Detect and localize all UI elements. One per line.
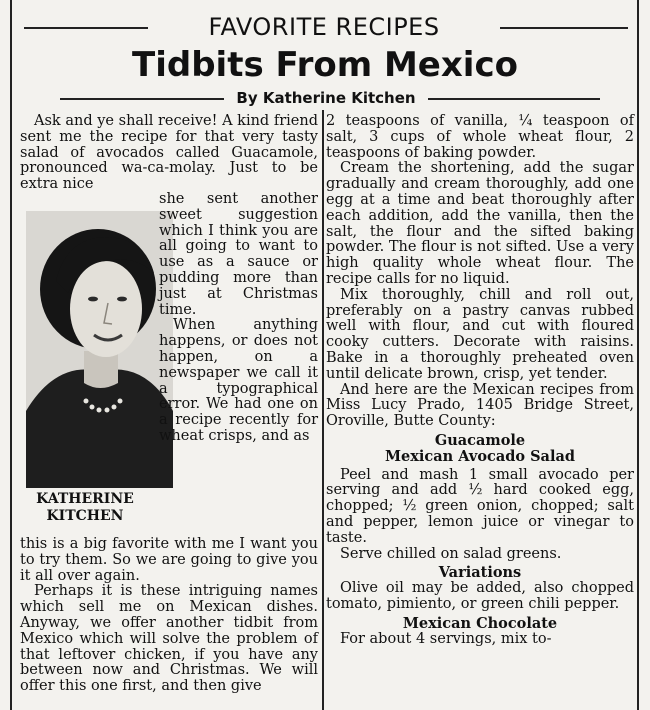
subhead-mexican-avocado-salad: Mexican Avocado Salad bbox=[385, 447, 575, 465]
left-column-bottom bbox=[20, 537, 318, 695]
right-column bbox=[326, 114, 634, 647]
wrap-paragraph-2: When anything happens, or does not happen, on a newspaper we call it a typographical error. We had one on a recipe recently for wheat crisps, and as bbox=[159, 317, 318, 444]
subhead-guacamole: Guacamole bbox=[434, 431, 526, 449]
column-divider bbox=[322, 110, 324, 710]
right-paragraph-3: Mix thoroughly, chill and roll out, preferably on a pastry canvas rubbed well with flour, and cut with floured cooky cutters. Decorate with raisins. Bake in a thoroughly preheated oven until delicate brown, crisp, yet tender. bbox=[326, 286, 634, 382]
left-column-wrap-text bbox=[159, 192, 318, 445]
subhead-mexican-chocolate: Mexican Chocolate bbox=[402, 614, 558, 632]
left-border-rule bbox=[10, 0, 12, 710]
caption-line-2: KITCHEN bbox=[46, 508, 124, 524]
left-column-intro bbox=[20, 114, 318, 193]
right-border-rule bbox=[637, 0, 639, 710]
section-kicker: FAVORITE RECIPES bbox=[208, 13, 440, 41]
right-paragraph-8: For about 4 servings, mix to- bbox=[340, 630, 552, 647]
portrait-image bbox=[26, 211, 173, 488]
subhead-variations: Variations bbox=[438, 564, 522, 582]
bottom-paragraph-2: Perhaps it is these intriguing names which sell me on Mexican dishes. Anyway, we offer another tidbit from Mexico which will solve the problem of that leftover chicken, if you have any between now and Christmas. We will offer this one first, and then give bbox=[20, 583, 318, 695]
article-headline: Tidbits From Mexico bbox=[132, 45, 518, 85]
kicker-rule-right bbox=[500, 27, 628, 29]
right-paragraph-7: Olive oil may be added, also chopped tomato, pimiento, or green chili pepper. bbox=[326, 580, 634, 612]
photo-caption bbox=[26, 491, 144, 525]
right-paragraph-6: Serve chilled on salad greens. bbox=[340, 545, 562, 562]
intro-paragraph: Ask and ye shall receive! A kind friend sent me the recipe for that very tasty salad of avocados called Guacamole, pronounced wa-ca-molay. Just to be extra nice bbox=[20, 113, 318, 193]
right-paragraph-5: Peel and mash 1 small avocado per serving and add ½ hard cooked egg, chopped; ½ green onion, chopped; salt and pepper, lemon juice or vinegar to taste. bbox=[326, 466, 634, 546]
right-paragraph-1: 2 teaspoons of vanilla, ¼ teaspoon of salt, 3 cups of whole wheat flour, 2 teaspoons of baking powder. bbox=[326, 113, 634, 161]
caption-line-1: KATHERINE bbox=[36, 491, 134, 507]
right-paragraph-2: Cream the shortening, add the sugar gradually and cream thoroughly, add one egg at a time and beat thoroughly after each addition, add the vanilla, then the salt, the flour and the sifted baking powder. The flour is not sifted. Use a very high quality whole wheat flour. The recipe calls for no liquid. bbox=[326, 160, 634, 287]
bottom-paragraph-1: this is a big favorite with me I want you to try them. So we are going to give you it all over again. bbox=[20, 536, 318, 584]
right-paragraph-4: And here are the Mexican recipes from Miss Lucy Prado, 1405 Bridge Street, Oroville, Butte County: bbox=[326, 381, 634, 430]
kicker-rule-left bbox=[24, 27, 148, 29]
byline-rule-left bbox=[60, 98, 224, 100]
wrap-paragraph-1: she sent another sweet suggestion which I think you are all going to want to use as a sauce or pudding more than just at Christmas time. bbox=[159, 191, 318, 318]
byline-rule-right bbox=[428, 98, 600, 100]
author-photo bbox=[26, 211, 173, 488]
byline: By Katherine Kitchen bbox=[236, 89, 416, 107]
